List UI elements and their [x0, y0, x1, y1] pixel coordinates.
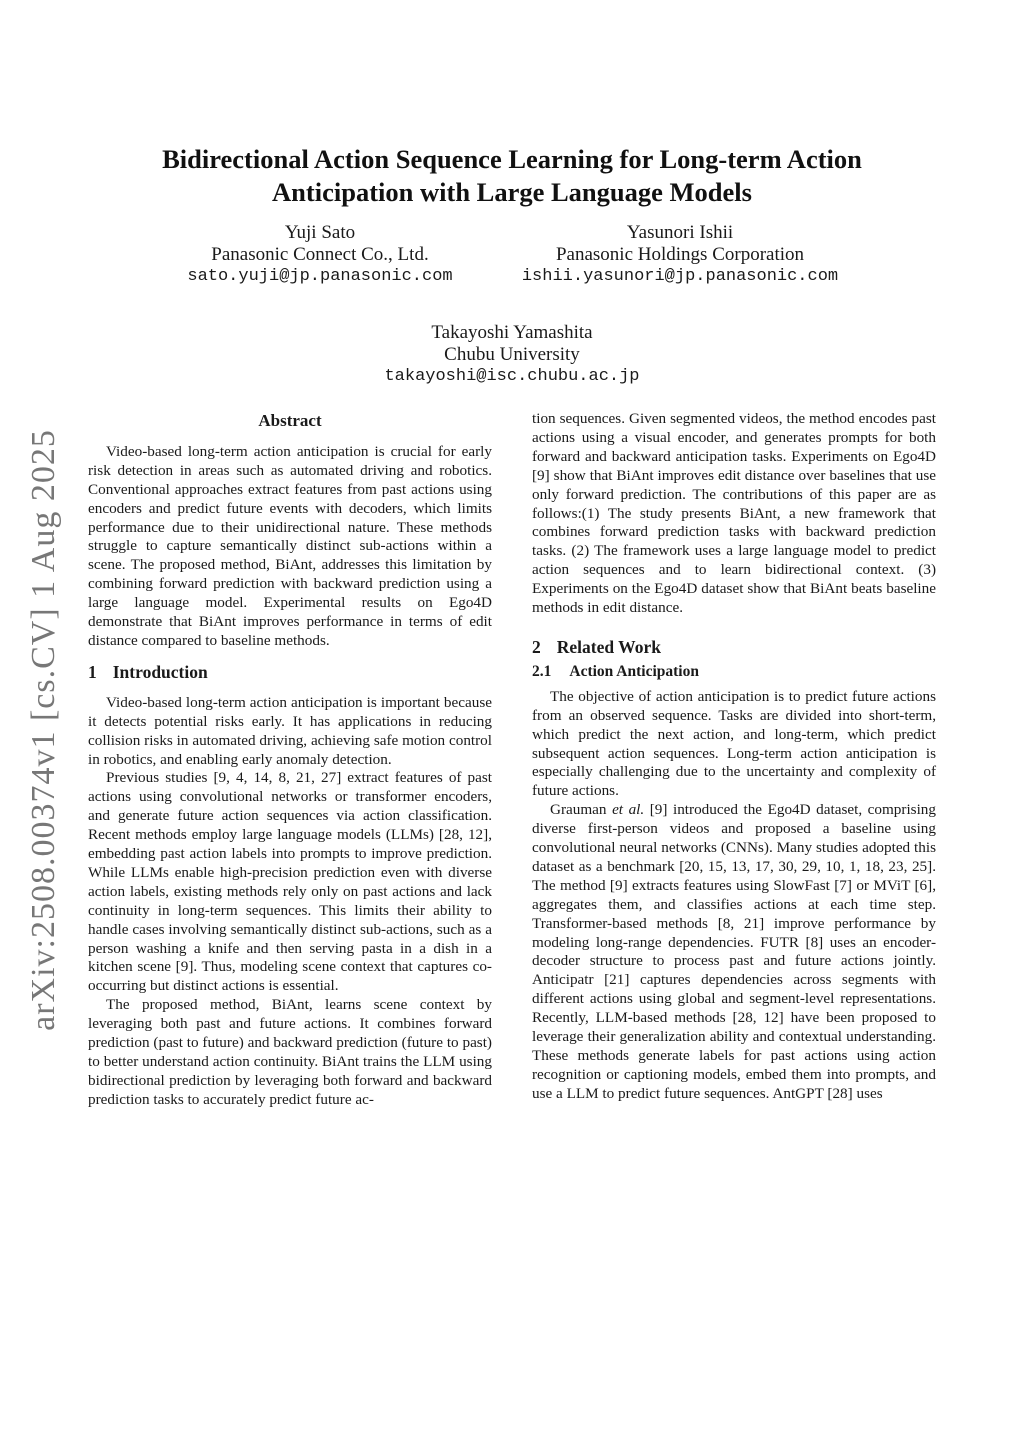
section-heading-related-work: [532, 638, 936, 657]
cited-author: Grauman: [550, 801, 607, 819]
intro-paragraph-3: The proposed method, BiAnt, learns scene context by leveraging both past and future actions. It combines forward prediction (past to future) and backward prediction (future to past) to better understand action continuity. BiAnt trains the LLM using bidirectional prediction by leveraging both forward and backward prediction tasks to accurately predict future ac-: [88, 996, 492, 1108]
abstract-heading: Abstract: [258, 411, 322, 430]
related-paragraph-2: [532, 801, 936, 1104]
author-block-1: [160, 222, 480, 288]
author-name: Yasunori Ishii: [626, 222, 734, 243]
title-line-1: Bidirectional Action Sequence Learning for Long-term Action: [162, 144, 862, 174]
intro-paragraph-3-continued: tion sequences. Given segmented videos, the method encodes past actions using a visual encoder, and generates prompts for both forward and backward anticipation tasks. Experiments on Ego4D [9] show that BiAnt improves edit distance over baselines that use only forward prediction. The contributions of this paper are as follows:(1) The study presents BiAnt, a new framework that combines forward prediction tasks with backward prediction tasks. (2) The framework uses a large language model to predict action sequences and to learn bidirectional context. (3) Experiments on the Ego4D dataset show that BiAnt beats baseline methods in edit distance.: [532, 410, 936, 617]
author-affiliation: Chubu University: [444, 344, 580, 365]
intro-paragraph-1: Video-based long-term action anticipation is important because it detects potential risks early. It has applications in reducing collision risks in automated driving, achieving safe motion control in robotics, and enabling early anomaly detection.: [88, 693, 492, 768]
section-number: 2: [532, 636, 541, 657]
section-title: Related Work: [556, 636, 661, 657]
author-block-3: [332, 322, 692, 388]
intro-paragraph-2: Previous studies [9, 4, 14, 8, 21, 27] extract features of past actions using convolutional networks or transformer encoders, and generate future action sequences via action classification. Recent methods employ large language models (LLMs) [28, 12], embedding past action labels into prompts to improve prediction. While LLMs enable high-precision prediction even with diverse action labels, existing methods rely only on past actions and lack continuity in long-term sequences. This limits their ability to handle cases involving semantically distinct sub-actions, such as a person washing a knife and then serving pasta in a dish in a kitchen scene [9]. Thus, modeling scene context that captures co-occurring but distinct actions is essential.: [88, 769, 492, 995]
abstract-text: Video-based long-term action anticipation is crucial for early risk detection in areas such as automated driving and robotics. Conventional approaches extract features from past actions using encoders and predict future events with decoders, which limits performance due to their unidirectional nature. These methods struggle to capture semantically distinct sub-actions within a scene. The proposed method, BiAnt, addresses this limitation by combining forward prediction with backward prediction using a large language model. Experimental results on Ego4D demonstrate that BiAnt improves performance in terms of edit distance compared to baseline methods.: [88, 442, 492, 649]
title-line-2: Anticipation with Large Language Models: [272, 177, 752, 207]
paper-title: [80, 143, 944, 209]
author-name: Takayoshi Yamashita: [431, 322, 593, 343]
left-column: [88, 410, 492, 1110]
right-column: [532, 410, 936, 1104]
author-email: takayoshi@isc.chubu.ac.jp: [384, 367, 640, 386]
subsection-title: Action Anticipation: [569, 662, 699, 680]
author-name: Yuji Sato: [284, 222, 356, 243]
author-email: ishii.yasunori@jp.panasonic.com: [521, 267, 839, 286]
author-email: sato.yuji@jp.panasonic.com: [187, 267, 453, 286]
author-affiliation: Panasonic Connect Co., Ltd.: [211, 244, 429, 265]
et-al: et al.: [612, 801, 645, 819]
subsection-heading-action-anticipation: [532, 663, 936, 682]
arxiv-identifier: arXiv:2508.00374v1 [cs.CV] 1 Aug 2025: [25, 429, 62, 1031]
subsection-number: 2.1: [532, 662, 552, 680]
section-heading-introduction: [88, 663, 492, 682]
author-affiliation: Panasonic Holdings Corporation: [555, 244, 805, 265]
section-title: Introduction: [112, 661, 208, 682]
arxiv-watermark: [14, 430, 74, 1030]
section-number: 1: [88, 661, 97, 682]
related-paragraph-2-body: [9] introduced the Ego4D dataset, comprising diverse first-person videos and proposed a baseline using convolutional neural networks (CNNs). Many studies adopted this dataset as a benchmark [20, 15, 13, 17, 30, 29, 10, 1, 18, 23, 25]. The method [9] extracts features using SlowFast [7] or MViT [6], aggregates them, and classifies actions at each time step. Transformer-based methods [8, 21] improve performance by modeling long-range dependencies. FUTR [8] uses an encoder-decoder structure to process past and future actions jointly. Anticipatr [21] captures dependencies across segments with different actions using global and segment-level representations. Recently, LLM-based methods [28, 12] have been proposed to leverage their generalization ability and contextual understanding. These methods generate labels for past actions using action recognition or captioning models, embed them into prompts, and use a LLM to predict future sequences. AntGPT [28] uses: [532, 801, 936, 1102]
author-block-2: [500, 222, 860, 288]
related-paragraph-1: The objective of action anticipation is to predict future actions from an observed sequence. Tasks are divided into short-term, which predict the next action, and long-term, which predict subsequent action sequences. Long-term action anticipation is especially challenging due to the uncertainty and complexity of future actions.: [532, 687, 936, 800]
